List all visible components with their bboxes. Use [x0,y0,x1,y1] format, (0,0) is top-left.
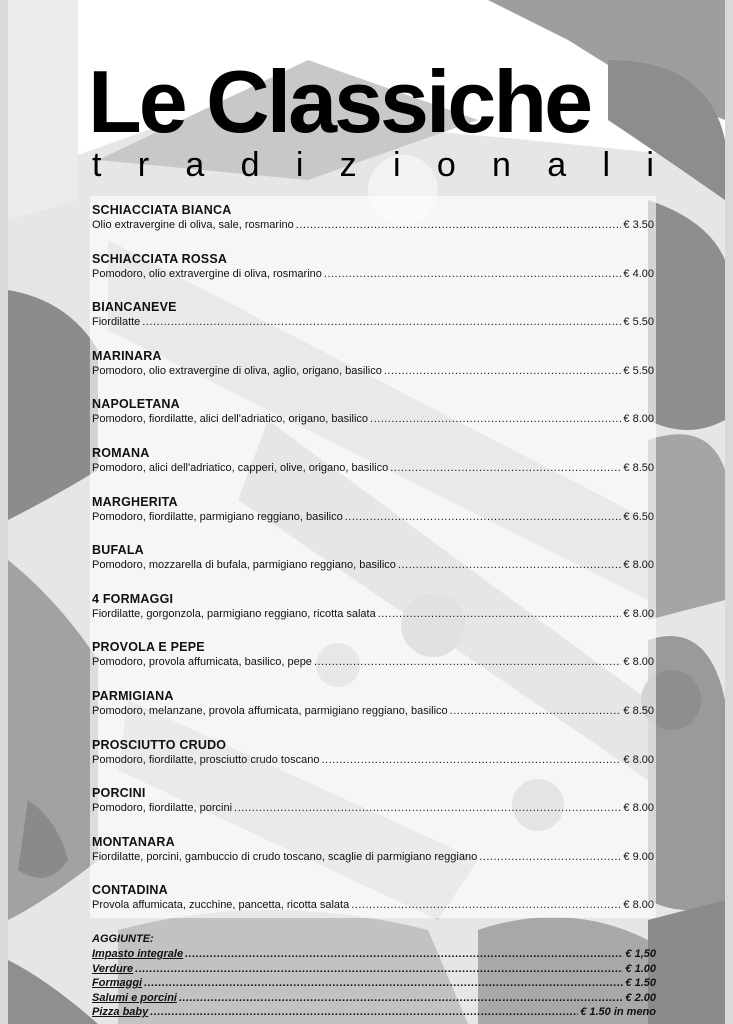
menu-item [92,688,654,737]
dot-leader [384,364,622,379]
subtitle-letter: t [92,146,102,184]
menu-item-price: € 4.00 [623,267,654,280]
subtitle-letter: d [240,146,260,184]
extras-price: € 1.00 [625,962,656,975]
dot-leader [450,704,622,719]
dot-leader [144,976,623,991]
dot-leader [135,962,623,977]
menu-item-price: € 8.00 [623,656,654,669]
subtitle-letter: z [339,146,357,184]
dot-leader [370,412,621,427]
subtitle-letter: a [547,146,567,184]
menu-item-description: Pomodoro, fiordilatte, porcini [92,802,233,815]
dot-leader [324,267,622,282]
menu-item-price: € 6.50 [623,510,654,523]
menu-item-name: MONTANARA [92,834,175,849]
dot-leader [345,510,622,525]
subtitle-letter: o [436,146,456,184]
menu-item-price: € 8.00 [623,899,654,912]
dot-leader [185,947,623,962]
dot-leader [234,801,621,816]
menu-item [92,445,654,494]
menu-item-description: Pomodoro, melanzane, provola affumicata, parmigiano reggiano, basilico [92,704,448,717]
menu-item-price: € 8.00 [623,802,654,815]
menu-item-description: Pomodoro, fiordilatte, parmigiano reggiano, basilico [92,510,343,523]
dot-leader [150,1005,578,1020]
menu-item [92,251,654,300]
menu-item-price: € 9.00 [623,850,654,863]
menu-item-price: € 5.50 [623,364,654,377]
menu-item-name: MARINARA [92,348,162,363]
extras-name: Impasto integrale [92,948,184,960]
extras-price: € 1.50 [625,977,656,989]
menu-item-name: CONTADINA [92,883,168,898]
menu-item-name: PARMIGIANA [92,688,174,703]
extras-row [92,1005,656,1020]
extras-name: Pizza baby [92,1006,149,1018]
extras-row [92,991,656,1006]
menu-item-name: PROVOLA E PEPE [92,640,205,655]
subtitle-letter: i [392,146,401,184]
dot-leader [314,655,621,670]
menu-subtitle [92,148,654,182]
menu-item [92,737,654,786]
menu-item [92,348,654,397]
dot-leader [351,898,621,913]
menu-item-price: € 3.50 [623,219,654,231]
dot-leader [390,461,621,476]
extras-price: € 1.50 in meno [580,1006,656,1018]
menu-item [92,591,654,640]
menu-item-description: Pomodoro, fiordilatte, prosciutto crudo toscano [92,753,320,766]
menu-item-description: Pomodoro, fiordilatte, alici dell'adriatico, origano, basilico [92,413,369,426]
menu-item-name: 4 FORMAGGI [92,591,174,606]
menu-item [92,542,654,591]
extras-row [92,947,656,962]
menu-item [92,785,654,834]
menu-item-description: Fiordilatte, porcini, gambuccio di crudo toscano, scaglie di parmigiano reggiano [92,850,478,863]
menu-item-name: BUFALA [92,543,144,558]
menu-item-description: Pomodoro, mozzarella di bufala, parmigiano reggiano, basilico [92,559,396,572]
subtitle-letter: i [295,146,304,184]
menu-item-name: ROMANA [92,445,150,460]
menu-item-name: MARGHERITA [92,494,178,509]
extras-price: € 2.00 [625,991,656,1004]
menu-title: Le Classiche [88,52,591,151]
dot-leader [296,218,622,233]
menu-item-name: PORCINI [92,786,146,801]
dot-leader [321,753,621,768]
menu-item-price: € 8.00 [623,753,654,766]
menu-item-description: Fiordilatte [92,316,141,329]
subtitle-letter: a [185,146,205,184]
menu-item-description: Fiordilatte, gorgonzola, parmigiano reggiano, ricotta salata [92,607,376,620]
extras-name: Salumi e porcini [92,991,177,1004]
menu-item [92,299,654,348]
menu-item-name: PROSCIUTTO CRUDO [92,737,227,752]
menu-item [92,882,654,931]
subtitle-letter: n [492,146,511,184]
menu-item-name: SCHIACCIATA BIANCA [92,203,232,217]
dot-leader [142,315,621,330]
extras-name: Formaggi [92,977,143,989]
dot-leader [398,558,622,573]
extras-price: € 1,50 [625,948,656,960]
menu-item-description: Provola affumicata, zucchine, pancetta, ricotta salata [92,899,350,912]
menu-item-price: € 8.00 [623,607,654,620]
menu-item-name: SCHIACCIATA ROSSA [92,251,228,266]
menu-item [92,494,654,543]
menu-item-description: Pomodoro, olio extravergine di oliva, rosmarino [92,267,322,280]
menu-item-price: € 8.00 [623,413,654,426]
menu-item [92,639,654,688]
menu-list [92,202,654,931]
menu-paper [8,0,725,1024]
menu-item-price: € 8.50 [623,704,654,717]
subtitle-letter: i [646,146,654,184]
dot-leader [378,607,622,622]
menu-item-name: BIANCANEVE [92,300,177,315]
menu-item-price: € 8.50 [623,461,654,474]
menu-item-description: Olio extravergine di oliva, sale, rosmarino [92,219,294,231]
menu-item-description: Pomodoro, provola affumicata, basilico, pepe [92,656,312,669]
menu-item [92,834,654,883]
menu-item-description: Pomodoro, olio extravergine di oliva, aglio, origano, basilico [92,364,382,377]
menu-item-price: € 5.50 [623,316,654,329]
extras-heading: AGGIUNTE: [92,933,154,945]
dot-leader [179,991,623,1006]
dot-leader [479,850,621,865]
menu-item-description: Pomodoro, alici dell'adriatico, capperi, olive, origano, basilico [92,461,389,474]
menu-item [92,396,654,445]
menu-item [92,202,654,251]
extras-row [92,962,656,977]
subtitle-letter: r [137,146,150,184]
menu-item-price: € 8.00 [623,559,654,572]
extras-name: Verdure [92,962,134,975]
subtitle-letter: l [602,146,611,184]
extras-section [92,932,656,1020]
menu-item-name: NAPOLETANA [92,397,180,412]
extras-row [92,976,656,991]
